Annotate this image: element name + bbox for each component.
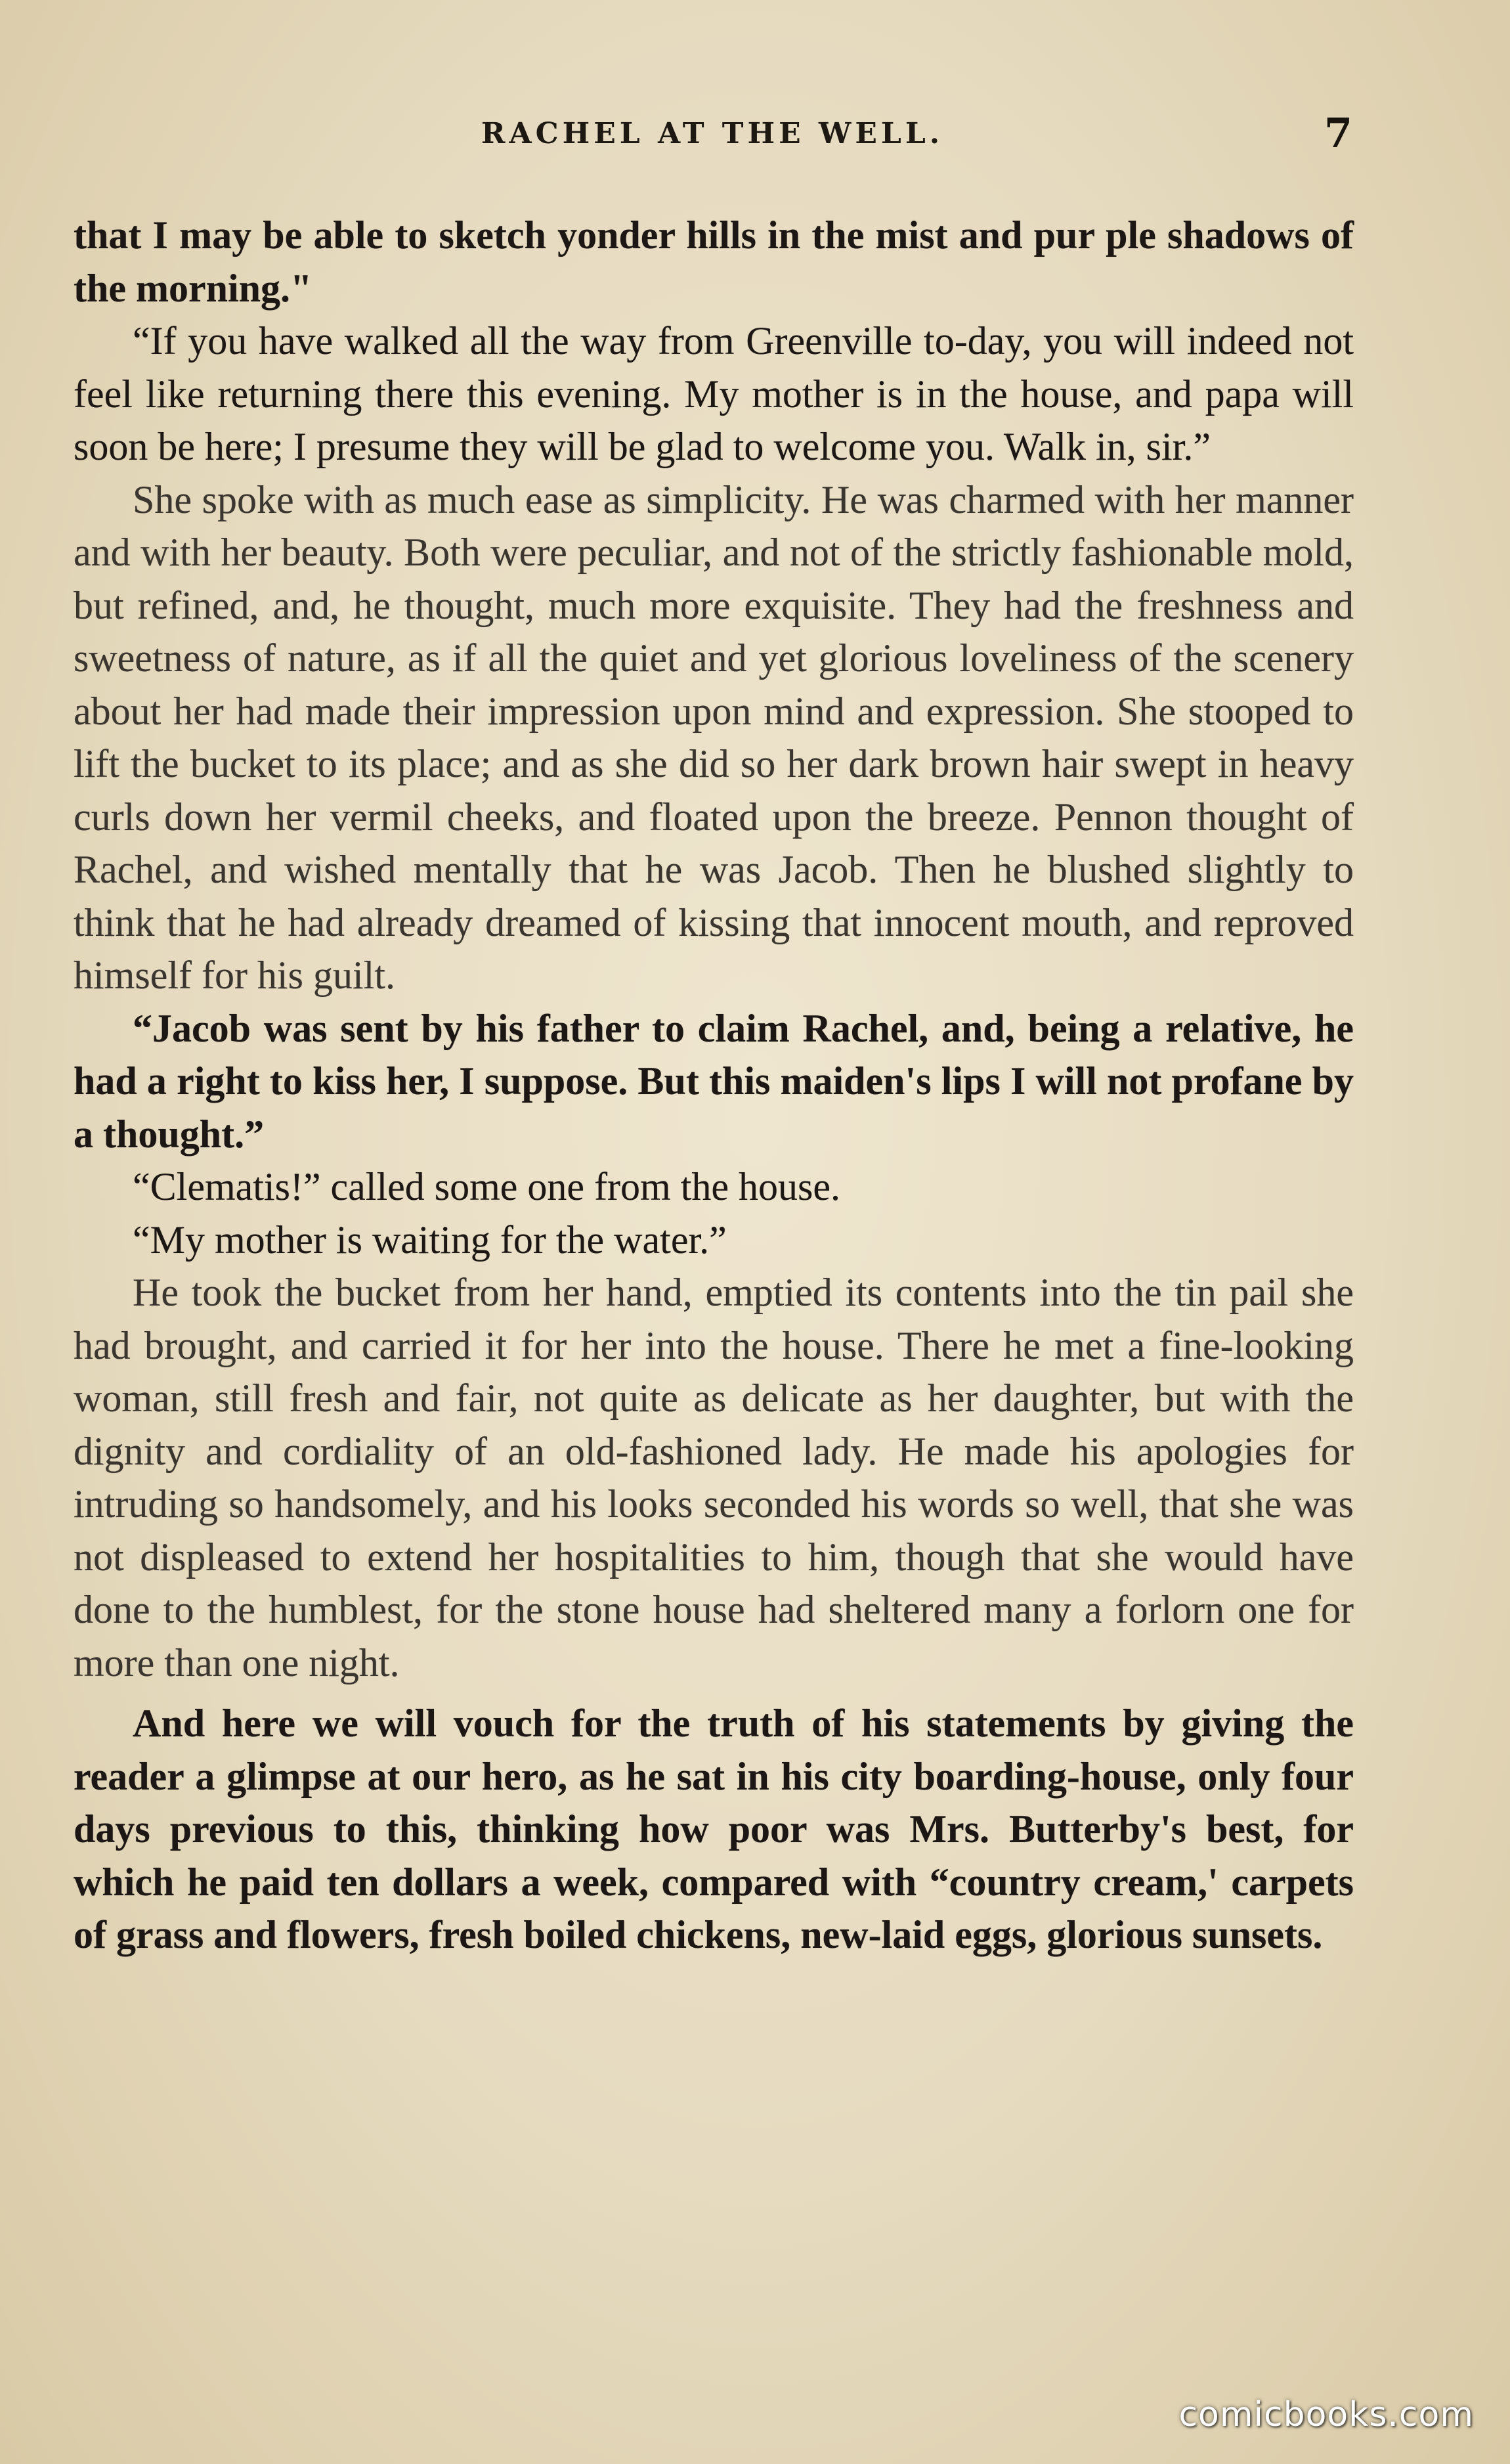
paragraph-mother-waiting: “My mother is waiting for the water.” [133,1218,727,1262]
page-number: 7 [1324,109,1352,157]
paragraph-jacob: “Jacob was sent by his father to claim Rachel, and, being a relative, he had a right to kiss her, I suppose. But this maiden's lips I will not profane by a thought.” [74,1006,1354,1156]
paragraph-house: He took the bucket from her hand, emptied its contents into the tin pail she had brought, and carried it for her into the house. There he met a fine-looking woman, still fresh and fair, not quite as delicate as her daughter, but with the dignity and cordiality of an old-fashioned lady. He made his apologies for intruding so handsomely, and his looks seconded his words so well, that she was not displeased to extend her hospitalities to him, though that she would have done to the humblest, for the stone house had sheltered many a forlorn one for more than one night. [74,1271,1354,1684]
paragraph-hero: And here we will vouch for the truth of his statements by giving the reader a glimpse at our hero, as he sat in his city boarding-house, only four days previous to this, thinking how poor was Mrs. Butterby's best, for which he paid ten dollars a week, compared with “country cream,' carpets of grass and flowers, fresh boiled chickens, new-laid eggs, glorious sunsets. [74,1702,1354,1956]
running-head [72,105,1352,164]
paragraph-greeting: “If you have walked all the way from Greenville to-day, you will indeed not feel like returning there this evening. My mother is in the house, and papa will soon be here; I presume they will be glad to welcome you. Walk in, sir.” [74,319,1354,468]
running-title: RACHEL AT THE WELL. [481,117,944,150]
body-text [74,209,1354,1962]
paragraph-continuation: that I may be able to sketch yonder hills in the mist and pur ple shadows of the morning." [74,213,1354,310]
paragraph-description: She spoke with as much ease as simplicity. He was charmed with her manner and with her beauty. Both were peculiar, and not of the strictly fashionable mold, but refined, and, he thought, much more exquisite. They had the freshness and sweetness of nature, as if all the quiet and yet glorious loveliness of the scenery about her had made their impression upon mind and expression. She stooped to lift the bucket to its place; and as she did so her dark brown hair swept in heavy curls down her vermil cheeks, and floated upon the breeze. Pennon thought of Rachel, and wished mentally that he was Jacob. Then he blushed slightly to think that he had already dreamed of kissing that innocent mouth, and reproved himself for his guilt. [74,477,1354,997]
paragraph-clematis-call: “Clematis!” called some one from the house. [133,1165,840,1208]
site-watermark: comicbooks.com [1178,2395,1474,2434]
